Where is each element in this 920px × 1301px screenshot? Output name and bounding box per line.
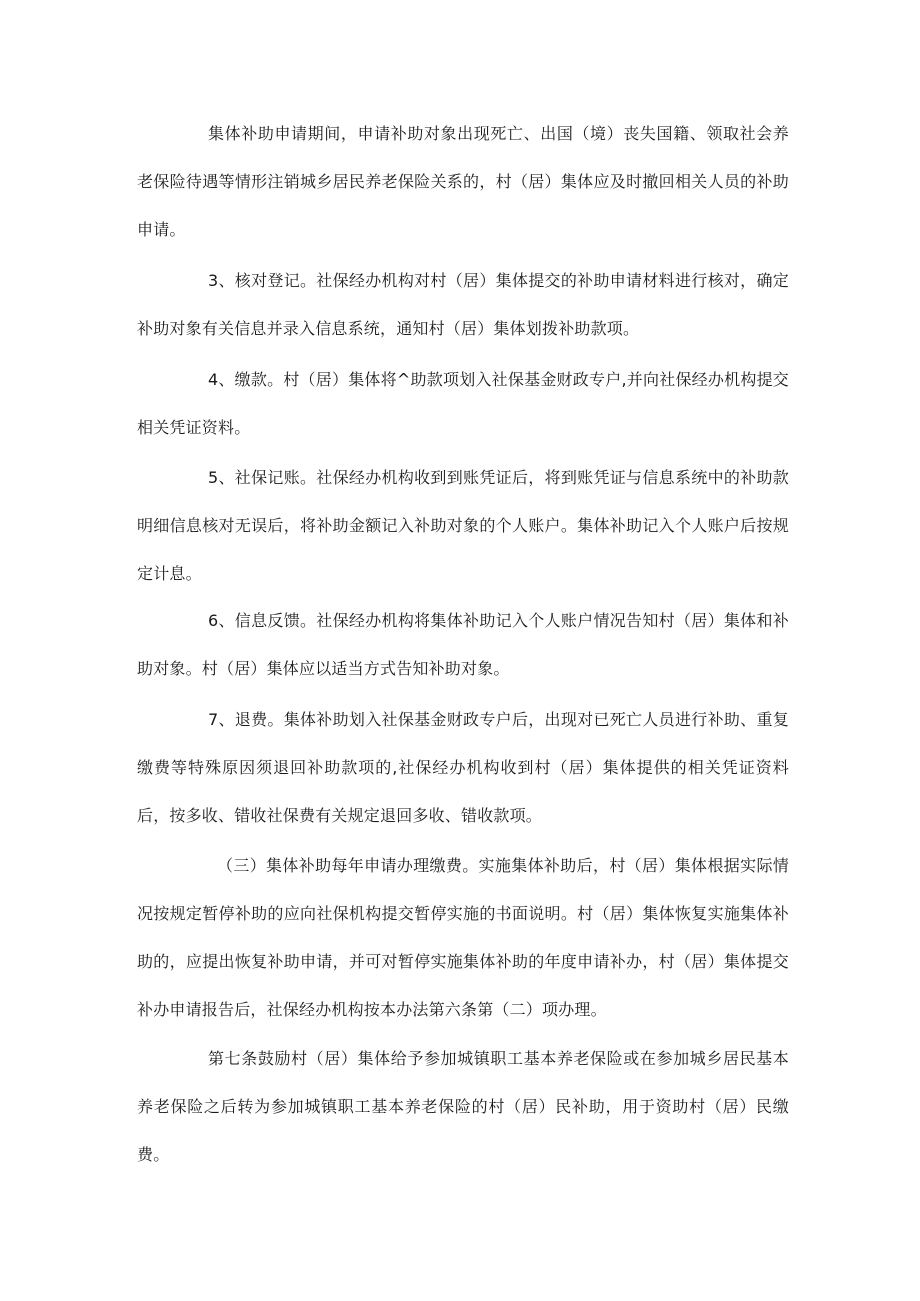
paragraph-section-3: （三）集体补助每年申请办理缴费。实施集体补助后，村（居）集体根据实际情况按规定暂停补助的应向社保机构提交暂停实施的书面说明。村（居）集体恢复实施集体补助的，应提出恢复补助申请，并可对暂停实施集体补助的年度申请补办，村（居）集体提交补办申请报告后，社保经办机构按本办法第六条第（二）项办理。 [137, 856, 789, 1019]
paragraph-step-4: 4、缴款。村（居）集体将^助款项划入社保基金财政专户,并向社保经办机构提交相关凭证资料。 [137, 370, 789, 437]
paragraph-step-3: 3、核对登记。社保经办机构对村（居）集体提交的补助申请材料进行核对，确定补助对象有关信息并录入信息系统，通知村（居）集体划拨补助款项。 [137, 271, 789, 338]
paragraph-step-6: 6、信息反馈。社保经办机构将集体补助记入个人账户情况告知村（居）集体和补助对象。村（居）集体应以适当方式告知补助对象。 [137, 611, 789, 678]
paragraph-step-7: 7、退费。集体补助划入社保基金财政专户后，出现对已死亡人员进行补助、重复缴费等特殊原因须退回补助款项的,社保经办机构收到村（居）集体提供的相关凭证资料后，按多收、错收社保费有关规定退回多收、错收款项。 [137, 710, 789, 825]
paragraph-article-7: 第七条鼓励村（居）集体给予参加城镇职工基本养老保险或在参加城乡居民基本养老保险之后转为参加城镇职工基本养老保险的村（居）民补助，用于资助村（居）民缴费。 [137, 1049, 789, 1164]
paragraph-withdrawal: 集体补助申请期间，申请补助对象出现死亡、出国（境）丧失国籍、领取社会养老保险待遇等情形注销城乡居民养老保险关系的，村（居）集体应及时撤回相关人员的补助申请。 [137, 124, 789, 239]
paragraph-step-5: 5、社保记账。社保经办机构收到到账凭证后，将到账凭证与信息系统中的补助款明细信息核对无误后，将补助金额记入补助对象的个人账户。集体补助记入个人账户后按规定计息。 [137, 468, 789, 583]
